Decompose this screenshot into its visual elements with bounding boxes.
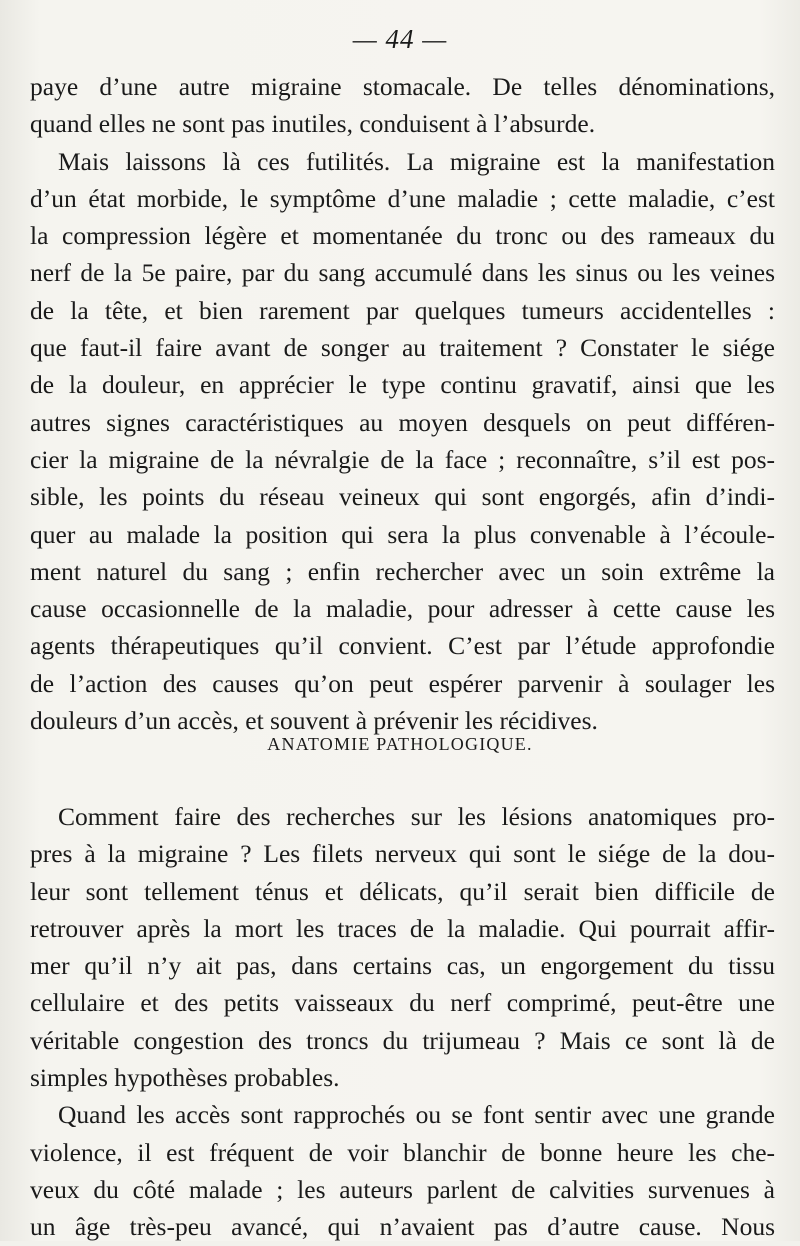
paragraph-block-1: [30, 68, 775, 739]
text-line: de la douleur, en apprécier le type continu gravatif, ainsi que les: [30, 370, 775, 400]
text-line: leur sont tellement ténus et délicats, qu’il serait bien difficile de: [30, 876, 775, 906]
section-heading: ANATOMIE PATHOLOGIQUE.: [267, 734, 533, 754]
text-line: la compression légère et momentanée du tronc ou des rameaux du: [30, 221, 775, 251]
text-line: de l’action des causes qu’on peut espérer parvenir à soulager les: [30, 668, 775, 698]
text-line: cause occasionnelle de la maladie, pour adresser à cette cause les: [30, 594, 775, 624]
text-line: retrouver après la mort les traces de la maladie. Qui pourrait affir-: [30, 913, 775, 943]
text-line: violence, il est fréquent de voir blanchir de bonne heure les che-: [30, 1137, 775, 1167]
text-line: Comment faire des recherches sur les lésions anatomiques pro-: [58, 802, 775, 831]
text-line: un âge très-peu avancé, qui n’avaient pas d’autre cause. Nous: [30, 1212, 775, 1242]
text-line: Quand les accès sont rapprochés ou se font sentir avec une grande: [58, 1100, 775, 1130]
text-line: mer qu’il n’y ait pas, dans certains cas, un engorgement du tissu: [30, 951, 775, 981]
text-line: pres à la migraine ? Les filets nerveux qui sont le siége de la dou-: [30, 839, 775, 869]
text-line: d’un état morbide, le symptôme d’une maladie ; cette maladie, c’est: [30, 183, 775, 213]
text-line: ment naturel du sang ; enfin rechercher avec un soin extrême la: [30, 556, 775, 586]
text-line: Mais laissons là ces futilités. La migraine est la manifestation: [58, 146, 775, 176]
text-line: cellulaire et des petits vaisseaux du nerf comprimé, peut-être une: [30, 988, 775, 1018]
text-line: agents thérapeutiques qu’il convient. C’est par l’étude approfondie: [30, 631, 775, 661]
text-line: nerf de la 5e paire, par du sang accumulé dans les sinus ou les veines: [30, 258, 775, 288]
paragraph-block-2: [30, 798, 775, 1246]
text-line: sible, les points du réseau veineux qui sont engorgés, afin d’indi-: [30, 482, 775, 512]
text-line: simples hypothèses probables.: [30, 1063, 340, 1093]
text-line: paye d’une autre migraine stomacale. De telles dénominations,: [30, 72, 775, 101]
text-line: véritable congestion des troncs du trijumeau ? Mais ce sont là de: [30, 1025, 775, 1055]
text-line: que faut-il faire avant de songer au traitement ? Constater le siége: [30, 333, 775, 363]
text-line: cier la migraine de la névralgie de la face ; reconnaître, s’il est pos-: [30, 444, 775, 474]
text-line: quer au malade la position qui sera la plus convenable à l’écoule-: [30, 519, 775, 549]
text-line: quand elles ne sont pas inutiles, conduisent à l’absurde.: [30, 109, 596, 139]
text-line: de la tête, et bien rarement par quelques tumeurs accidentelles :: [30, 295, 775, 325]
text-line: veux du côté malade ; les auteurs parlent de calvities survenues à: [30, 1174, 775, 1204]
text-line: douleurs d’un accès, et souvent à prévenir les récidives.: [30, 706, 598, 736]
text-line: autres signes caractéristiques au moyen desquels on peut différen-: [30, 407, 775, 437]
page-number: — 44 —: [352, 24, 448, 54]
